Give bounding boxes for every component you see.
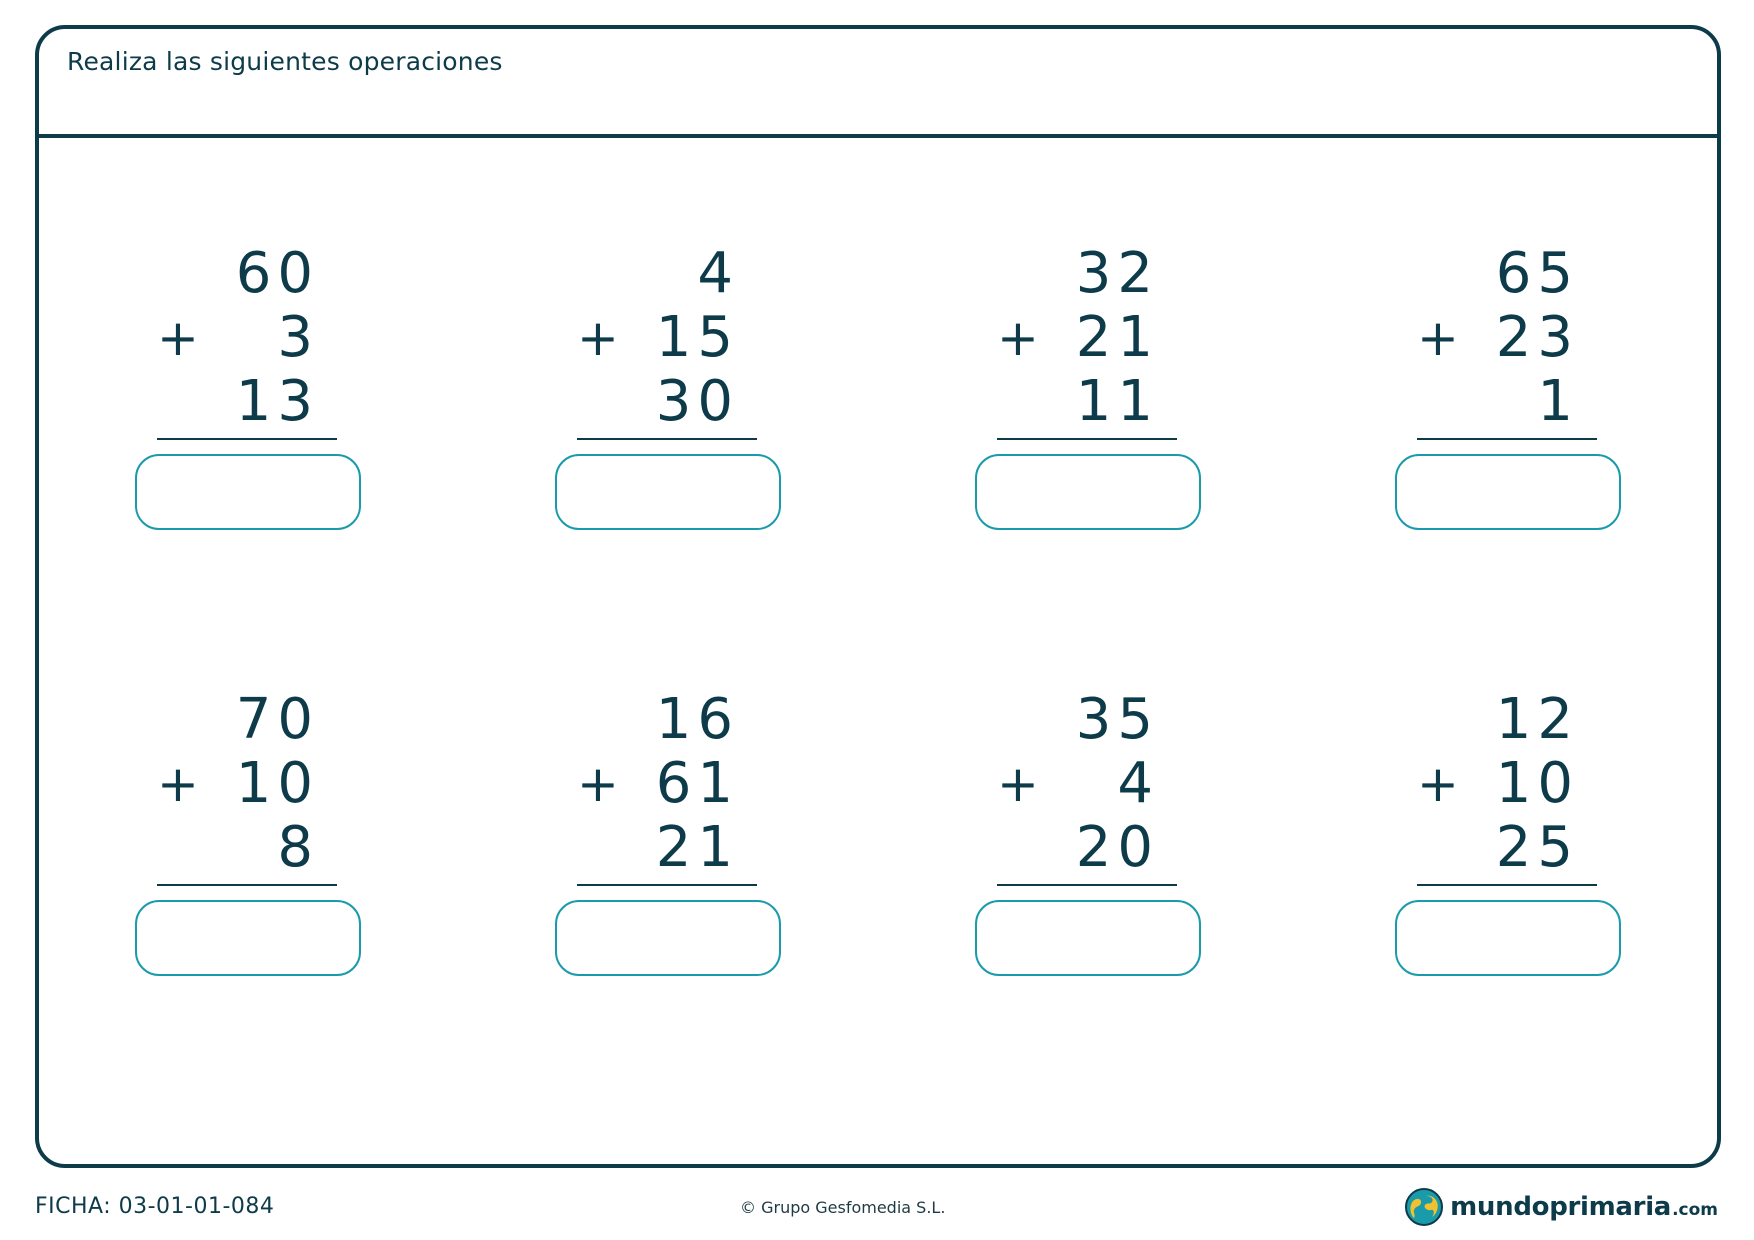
addition-problem-1 [135, 242, 371, 542]
plus-sign: + [577, 309, 619, 367]
plus-sign: + [1417, 755, 1459, 813]
answer-box[interactable] [1395, 454, 1621, 530]
addition-problem-5 [135, 688, 371, 988]
addition-problem-8 [1395, 688, 1631, 988]
operand-1: 4 [697, 241, 739, 306]
operand-2: 61 [655, 751, 739, 816]
addition-problem-4 [1395, 242, 1631, 542]
operand-3: 13 [235, 369, 319, 434]
operand-1: 70 [235, 687, 319, 752]
operand-1: 35 [1075, 687, 1159, 752]
operand-1: 16 [655, 687, 739, 752]
operand-1: 32 [1075, 241, 1159, 306]
sum-line [157, 438, 337, 440]
plus-sign: + [157, 309, 199, 367]
answer-box[interactable] [135, 454, 361, 530]
operand-3: 8 [277, 815, 319, 880]
answer-box[interactable] [1395, 900, 1621, 976]
plus-sign: + [997, 755, 1039, 813]
operand-3: 20 [1075, 815, 1159, 880]
worksheet-code: FICHA: 03-01-01-084 [35, 1194, 275, 1219]
sum-line [997, 884, 1177, 886]
brand-name: mundoprimaria [1450, 1192, 1672, 1222]
addition-problem-6 [555, 688, 791, 988]
operand-1: 65 [1495, 241, 1579, 306]
operand-1: 60 [235, 241, 319, 306]
copyright-text: © Grupo Gesfomedia S.L. [740, 1198, 946, 1217]
globe-icon [1404, 1187, 1444, 1227]
operand-2: 23 [1495, 305, 1579, 370]
answer-box[interactable] [555, 900, 781, 976]
operand-3: 30 [655, 369, 739, 434]
operand-3: 11 [1075, 369, 1159, 434]
addition-problem-2 [555, 242, 791, 542]
plus-sign: + [1417, 309, 1459, 367]
addition-problem-7 [975, 688, 1211, 988]
sum-line [1417, 884, 1597, 886]
brand-logo-link[interactable] [1404, 1187, 1718, 1227]
operand-2: 4 [1117, 751, 1159, 816]
sum-line [577, 884, 757, 886]
operand-2: 15 [655, 305, 739, 370]
addition-problem-3 [975, 242, 1211, 542]
sum-line [577, 438, 757, 440]
sum-line [1417, 438, 1597, 440]
brand-tld: .com [1672, 1200, 1718, 1220]
plus-sign: + [157, 755, 199, 813]
operand-2: 3 [277, 305, 319, 370]
worksheet-card [35, 25, 1721, 1168]
operand-2: 21 [1075, 305, 1159, 370]
plus-sign: + [577, 755, 619, 813]
header-divider [39, 134, 1717, 138]
sum-line [997, 438, 1177, 440]
answer-box[interactable] [135, 900, 361, 976]
operand-3: 1 [1537, 369, 1579, 434]
answer-box[interactable] [975, 454, 1201, 530]
operand-1: 12 [1495, 687, 1579, 752]
operand-2: 10 [1495, 751, 1579, 816]
operand-3: 21 [655, 815, 739, 880]
answer-box[interactable] [975, 900, 1201, 976]
sum-line [157, 884, 337, 886]
answer-box[interactable] [555, 454, 781, 530]
operand-3: 25 [1495, 815, 1579, 880]
plus-sign: + [997, 309, 1039, 367]
instruction-text: Realiza las siguientes operaciones [67, 47, 503, 76]
operand-2: 10 [235, 751, 319, 816]
